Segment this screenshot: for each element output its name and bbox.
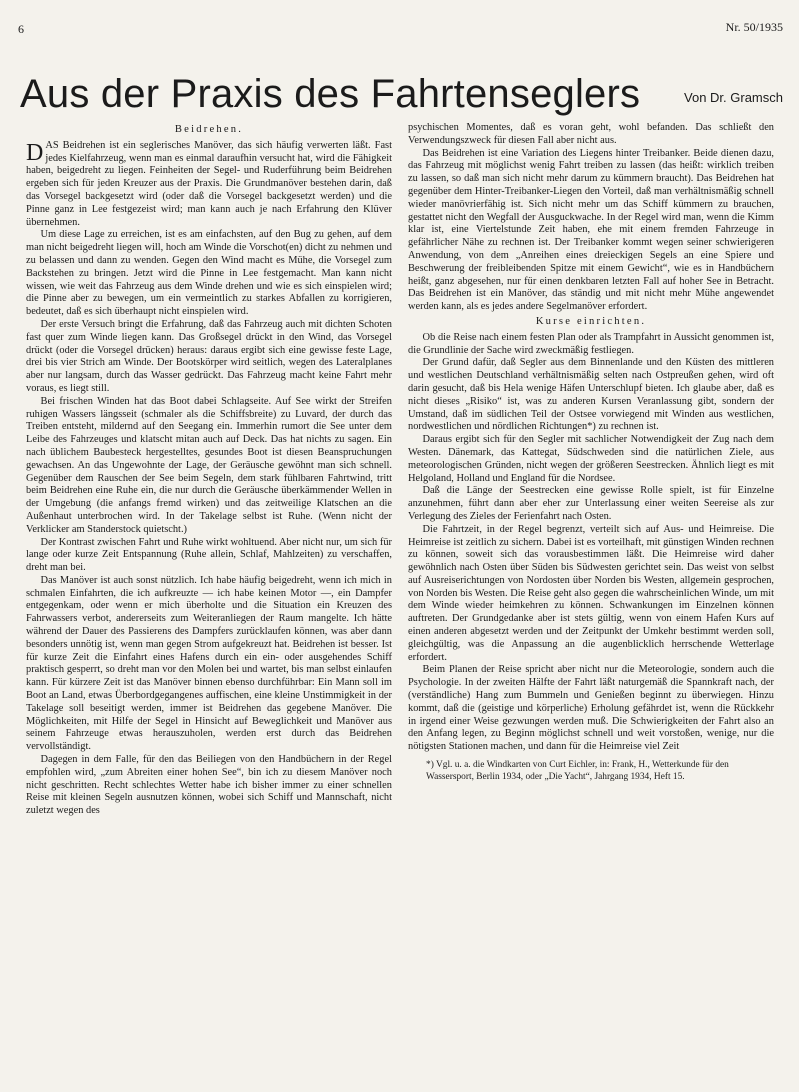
paragraph: Beim Planen der Reise spricht aber nicht nur die Meteorologie, sondern auch die Psychologie. In der zweiten Hälfte der Fahrt läßt naturgemäß die Spannkraft nach, der (verständliche) Hang zum Bummeln und Genießen beginnt zu überwiegen. Hinzu kommt, daß die (geistige und körperliche) Erholung gefährdet ist, wenn die Rückkehr in irgend einer Weise gezwungen werden muß. Die Schwierigkeiten der Fahrt also an den Anfang legen, zu Beginn möglichst schnell und weit vorstoßen, wenige, nur die nötigsten Stationen machen, und dann für die Heimreise viel Zeit: [408, 664, 774, 753]
paragraph: psychischen Momentes, daß es voran geht, wohl befanden. Das schließt den Verwendungszweck für diesen Fall aber nicht aus.: [408, 122, 774, 146]
article-title: Aus der Praxis des Fahrtenseglers: [20, 72, 641, 116]
paragraph: Der Grund dafür, daß Segler aus dem Binnenlande und den Küsten des mittleren und westlichen Deutschland verhältnismäßig selten nach Ostpreußen gehen, wird oft darin gesucht, daß bis Hela wenige Häfen Unterschlupf bieten. Ich glaube aber, daß es nicht dieses „Risiko“ ist, was zu anderen Kursen Veranlassung gibt, sondern der Umstand, daß im südlichen Teil der Ostsee vorwiegend mit Winden aus westlichen, nordwestlichen und nördlichen Richtungen*) zu rechnen ist.: [408, 357, 774, 433]
paragraph: Daraus ergibt sich für den Segler mit sachlicher Notwendigkeit der Zug nach dem Westen. Dänemark, das Kattegat, Südschweden sind die natürlichen Ziele, aus meteorologischen Gründen, nicht wegen der größeren Seestrecken. Ähnlich liegt es mit Helgoland, Holland und England für die Nordsee.: [408, 434, 774, 484]
page-number: 6: [18, 22, 24, 36]
article-author: Von Dr. Gramsch: [684, 90, 783, 105]
paragraph: Um diese Lage zu erreichen, ist es am einfachsten, auf den Bug zu gehen, auf dem man nicht beigedreht liegen will, hoch am Winde die Vorschot(en) dicht zu nehmen und zu belassen und dann zu wenden. Gegen den Wind macht es Mühe, die Vorsegel zum Backstehen zu bringen. Jetzt wird die Pinne in Lee festgemacht. Man kann nicht wissen, wie weit das Fahrzeug aus dem Winde drehen und wie es sich einspielen wird; die Pinne aber zu bewegen, um ein vermeintlich zu starkes Abfallen zu korrigieren, bedeutet, daß es sich überhaupt nicht einspielen wird.: [26, 229, 392, 318]
paragraph: Dagegen in dem Falle, für den das Beiliegen von den Handbüchern in der Regel empfohlen wird, „zum Abreiten einer hohen See“, bin ich zu diesem Manöver noch nicht geschritten. Recht schlechtes Wetter habe ich bisher immer zu einer schnellen Reise mit kleinen Segeln ausnutzen können, wobei sich Schiff und Mannschaft, nicht zuletzt wegen des: [26, 754, 392, 817]
section-heading-kurse: Kurse einrichten.: [535, 315, 647, 327]
section-heading-beidrehen: Beidrehen.: [174, 124, 244, 135]
paragraph: Ob die Reise nach einem festen Plan oder als Trampfahrt in Aussicht genommen ist, die Grundlinie der Sache wird zweckmäßig festliegen.: [408, 331, 774, 356]
paragraph: Das Beidrehen ist eine Variation des Liegens hinter Treibanker. Beide dienen dazu, das Fahrzeug mit möglichst wenig Fahrt treiben zu lassen (das heißt: wirklich treiben zu lassen, so daß man sich nicht mehr darum zu kümmern braucht). Das Beidrehen hat gegenüber dem Hinter-Treibanker-Liegen den Vorteil, daß man verhältnismäßig schnell wieder manövrierfähig ist. Sich nicht mehr um das Schiff kümmern zu brauchen, gestattet nicht den Wegfall der Ausguckwache. In der Regel wird man, wenn die Kimm klar ist, eine Viertelstunde Zeit haben, ehe mit einem fremden Fahrzeuge in gefährlicher Nähe zu rechnen ist. Der Treibanker kommt wegen seiner schwierigeren Anwendung, von dem „Anreihen eines dreieckigen Segels an eine Spiere und Beschwerung der freibleibenden Spitze mit einem Gewicht“, wie es in Handbüchern heißt, ganz abgesehen, nur für einen denkbaren letzten Fall auf hoher See in Betracht. Das Beidrehen ist ein Manöver, das ständig und mit nicht mehr Mühe angewendet werden kann, als es jedes andere Segelmanöver erfordert.: [408, 147, 774, 313]
paragraph: Bei frischen Winden hat das Boot dabei Schlagseite. Auf See wirkt der Streifen ruhigen Wassers längsseit (schmaler als die Schiffsbreite) zu Luvard, der durch das Treiben entsteht, mildernd auf den Seegang ein. Immerhin rumort die See unter dem Leibe des Fahrzeuges und klatscht mitan auch auf Deck. Das hat nichts zu sagen. Ein nach üblichem Baubesteck hergestelltes, gesundes Boot ist diesen Beanspruchungen gewachsen. An das Ungewohnte der Lage, der Geräusche gewöhnt man sich schnell. Gegenüber dem Rauschen der See beim Segeln, dem stark fühlbaren Fahrtwind, tritt beim Beidrehen eine Ruhe ein, die nur durch die Geräusche überkämmender Wellen in der Umgebung (die anfangs fremd wirken) und das zeitweilige Klatschen an die Außenhaut unterbrochen wird. In der Takelage selbst ist Ruhe. (Wenn nicht der Verklicker am Standerstock quietscht.): [26, 395, 392, 535]
issue-number: Nr. 50/1935: [725, 20, 783, 34]
paragraph: Das Manöver ist auch sonst nützlich. Ich habe häufig beigedreht, wenn ich mich in schmalen Einfahrten, die ich aufkreuzte — ich habe keinen Motor —, ein Dampfer entgegenkam, oder wenn er mich überholte und die Situation ein Kreuzen des Fahrwassers verbot, andererseits zum Weiteranliegen der Raum mangelte. Ich hätte während der Dauer des Passierens des Dampfers zurücklaufen können, was aber dann besonders unnötig ist, wenn man gegen Strom aufgekreuzt hat. Beidrehen ist besser. Ist für kurze Zeit die Einfahrt eines Hafens durch ein ein- oder ausgehendes Schiff praktisch gesperrt, so dreht man vor den Molen bei und wartet, bis man selbst einlaufen kann. Für kürzere Zeit ist das Manöver binnen ebenso durchführbar: Ein Mann soll im Boot an Land, etwas Überbordgegangenes auffischen, eine kleine Unstimmigkeit in der Takelage soll beseitigt werden, immer ist Beidrehen das gegebene Manöver. Die Möglichkeiten, mit Hilfe der Segel in Hinsicht auf Beweglichkeit und Manöver aus seinem Fahrzeuge etwas herauszuholen, werden erst durch das Beidrehen vervollständigt.: [26, 574, 392, 753]
paragraph: [26, 140, 392, 230]
footnote: *) Vgl. u. a. die Windkarten von Curt Eichler, in: Frank, H., Wetterkunde für den Wassersport, Berlin 1934, oder „Die Yacht“, Jahrgang 1934, Heft 15.: [426, 760, 729, 782]
paragraph: Die Fahrtzeit, in der Regel begrenzt, verteilt sich auf Aus- und Heimreise. Die Heimreise ist zeitlich zu sichern. Dabei ist es vorteilhaft, mit günstigen Winden rechnen zu können, soweit sich das vorausbestimmen läßt. Die Heimreise wird daher gewöhnlich nach Osten über Süden bis Südwesten gerichtet sein. Das weist von selbst auf Ausreiserichtungen von Nordosten über Norden bis Westen, allgemein gesprochen, von Norden bis Westen. Die Reise geht also gegen die wahrscheinlichen Winde, um mit dem Winde wieder heimkehren zu können. Schwankungen im Einzelnen können auftreten. Der Grundgedanke aber ist stets gültig, wenn von einem Hafen Kurs auf einen anderen abgesetzt werden und der Zeitpunkt der Umkehr bestimmt werden soll, gleichgültig, was die Anpassung an die augenblicklich herrschende Wetterlage erfordert.: [408, 523, 774, 663]
left-column: [26, 122, 392, 818]
right-column: [408, 122, 774, 783]
paragraph: Daß die Länge der Seestrecken eine gewisse Rolle spielt, ist für Einzelne anzunehmen, führt dann aber eher zur Unterlassung einer weiten Seereise als zur Verlegung des Zieles der Ferienfahrt nach Osten.: [408, 485, 774, 522]
paragraph: Der erste Versuch bringt die Erfahrung, daß das Fahrzeug auch mit dichten Schoten fast quer zum Winde liegen kann. Das Großsegel drückt in den Wind, das Vorsegel drückt (oder die Vorsegel drücken) heraus: daraus ergibt sich eine gewisse feste Lage, drei bis vier Strich am Winde. Der Bootskörper wird seitlich, wegen des Lateralplanes aber nur langsam, durch das Wasser gedrückt. Das Fahrzeug macht keine Fahrt mehr voraus, es liegt still.: [26, 318, 392, 394]
paragraph-text: AS Beidrehen ist ein seglerisches Manöver, das sich häufig verwerten läßt. Fast jedes Kielfahrzeug, wenn man es einmal daraufhin versucht hat, wird die Fähigkeit haben, beigedreht zu liegen. Feinheiten der Segel- und Ruderführung beim Beidrehen ergeben sich für jeden Kreuzer aus der Praxis. Die Grundmanöver bestehen darin, daß das Vorsegel backgesetzt wird (oder daß die Vorsegel backgesetzt werden) und die Pinne ganz in Lee festgezeist wird; man kann auch je nach Erfahrung den Klüver übernehmen.: [26, 139, 392, 228]
drop-cap: D: [26, 139, 44, 166]
paragraph: Der Kontrast zwischen Fahrt und Ruhe wirkt wohltuend. Aber nicht nur, um sich für lange oder kurze Zeit Entspannung (Ruhe allein, Schlaf, Mahlzeiten) zu verschaffen, dreht man bei.: [26, 536, 392, 574]
